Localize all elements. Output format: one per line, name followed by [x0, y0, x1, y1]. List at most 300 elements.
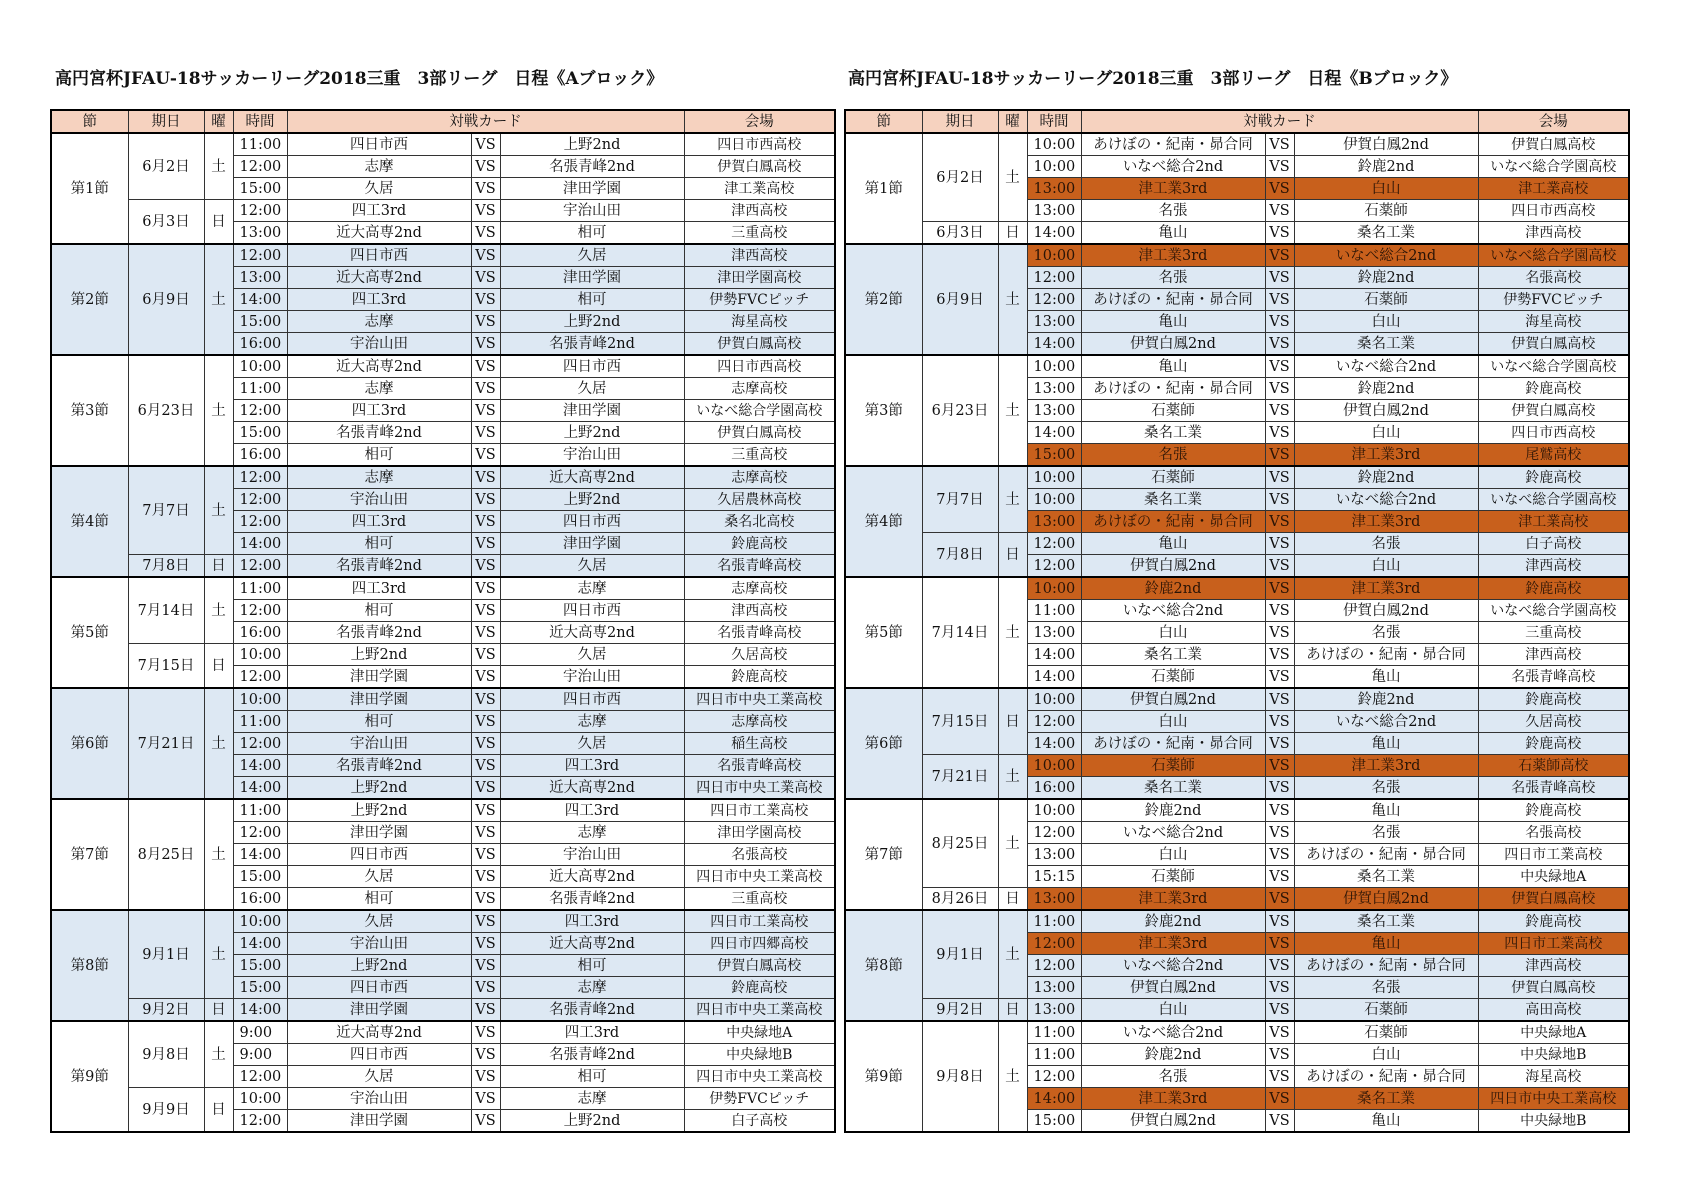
vs-cell: VS: [1265, 511, 1294, 533]
vs-cell: VS: [1265, 755, 1294, 777]
venue-cell: 名張青峰高校: [684, 755, 835, 777]
venue-cell: 海星高校: [1478, 1066, 1629, 1088]
date-cell: 6月23日: [128, 355, 204, 466]
away-team-cell: 近大高専2nd: [500, 466, 684, 489]
time-cell: 11:00: [1027, 910, 1081, 933]
vs-cell: VS: [471, 333, 500, 356]
vs-cell: VS: [471, 1088, 500, 1110]
away-team-cell: 名張青峰2nd: [500, 1044, 684, 1066]
round-group: [845, 466, 1629, 577]
home-team-cell: 名張: [1081, 444, 1265, 467]
venue-cell: 伊賀白鳳高校: [1478, 133, 1629, 156]
date-cell: 7月7日: [922, 466, 998, 533]
venue-cell: 鈴鹿高校: [1478, 378, 1629, 400]
time-cell: 10:00: [1027, 244, 1081, 267]
time-cell: 14:00: [1027, 422, 1081, 444]
time-cell: 13:00: [1027, 400, 1081, 422]
venue-cell: 名張高校: [684, 844, 835, 866]
venue-cell: 伊賀白鳳高校: [684, 955, 835, 977]
time-cell: 14:00: [233, 755, 287, 777]
round-group: [51, 355, 835, 466]
time-cell: 14:00: [233, 999, 287, 1022]
time-cell: 9:00: [233, 1021, 287, 1044]
venue-cell: 津西高校: [684, 600, 835, 622]
date-cell: 9月8日: [128, 1021, 204, 1088]
away-team-cell: 志摩: [500, 977, 684, 999]
vs-cell: VS: [1265, 466, 1294, 489]
weekday-cell: 土: [204, 133, 233, 200]
venue-cell: 津工業高校: [684, 178, 835, 200]
time-cell: 10:00: [1027, 156, 1081, 178]
vs-cell: VS: [471, 533, 500, 555]
time-cell: 15:00: [233, 178, 287, 200]
time-cell: 14:00: [233, 533, 287, 555]
away-team-cell: 宇治山田: [500, 444, 684, 467]
home-team-cell: 名張青峰2nd: [287, 555, 471, 578]
round-group: [845, 355, 1629, 466]
time-cell: 12:00: [1027, 955, 1081, 977]
time-cell: 14:00: [1027, 733, 1081, 755]
home-team-cell: 志摩: [287, 156, 471, 178]
schedule-table-block-b: [844, 109, 1630, 1133]
round-group: [51, 466, 835, 577]
venue-cell: 四日市工業高校: [1478, 844, 1629, 866]
header-weekday: 曜: [998, 110, 1027, 133]
date-cell: 6月3日: [128, 200, 204, 245]
away-team-cell: 上野2nd: [500, 1110, 684, 1133]
time-cell: 16:00: [1027, 777, 1081, 800]
away-team-cell: 名張青峰2nd: [500, 888, 684, 911]
vs-cell: VS: [471, 489, 500, 511]
vs-cell: VS: [1265, 933, 1294, 955]
venue-cell: 三重高校: [684, 444, 835, 467]
date-cell: 7月15日: [128, 644, 204, 689]
vs-cell: VS: [471, 466, 500, 489]
vs-cell: VS: [1265, 533, 1294, 555]
venue-cell: 鈴鹿高校: [1478, 733, 1629, 755]
venue-cell: 鈴鹿高校: [1478, 688, 1629, 711]
vs-cell: VS: [471, 866, 500, 888]
home-team-cell: あけぼの・紀南・昴合同: [1081, 133, 1265, 156]
vs-cell: VS: [471, 688, 500, 711]
home-team-cell: 四工3rd: [287, 200, 471, 222]
venue-cell: 津工業高校: [1478, 178, 1629, 200]
away-team-cell: 鈴鹿2nd: [1294, 156, 1478, 178]
time-cell: 12:00: [233, 1110, 287, 1133]
away-team-cell: 亀山: [1294, 666, 1478, 689]
vs-cell: VS: [1265, 577, 1294, 600]
time-cell: 10:00: [233, 1088, 287, 1110]
venue-cell: 伊勢FVCピッチ: [684, 1088, 835, 1110]
venue-cell: 海星高校: [1478, 311, 1629, 333]
vs-cell: VS: [471, 799, 500, 822]
venue-cell: 伊賀白鳳高校: [1478, 977, 1629, 999]
home-team-cell: 四工3rd: [287, 511, 471, 533]
home-team-cell: 相可: [287, 711, 471, 733]
vs-cell: VS: [1265, 1021, 1294, 1044]
home-team-cell: 桑名工業: [1081, 422, 1265, 444]
time-cell: 13:00: [1027, 888, 1081, 911]
home-team-cell: 名張青峰2nd: [287, 755, 471, 777]
home-team-cell: 津田学園: [287, 999, 471, 1022]
away-team-cell: 鈴鹿2nd: [1294, 466, 1478, 489]
time-cell: 12:00: [1027, 533, 1081, 555]
round-group: [51, 910, 835, 1021]
time-cell: 11:00: [233, 711, 287, 733]
venue-cell: 中央緑地B: [684, 1044, 835, 1066]
away-team-cell: 上野2nd: [500, 422, 684, 444]
away-team-cell: 桑名工業: [1294, 222, 1478, 245]
home-team-cell: 名張青峰2nd: [287, 622, 471, 644]
time-cell: 11:00: [1027, 1044, 1081, 1066]
home-team-cell: 伊賀白鳳2nd: [1081, 688, 1265, 711]
away-team-cell: 桑名工業: [1294, 910, 1478, 933]
home-team-cell: 相可: [287, 888, 471, 911]
home-team-cell: 白山: [1081, 844, 1265, 866]
home-team-cell: 石薬師: [1081, 755, 1265, 777]
vs-cell: VS: [471, 844, 500, 866]
vs-cell: VS: [471, 555, 500, 578]
weekday-cell: 日: [204, 644, 233, 689]
home-team-cell: あけぼの・紀南・昴合同: [1081, 511, 1265, 533]
round-group: [51, 688, 835, 799]
time-cell: 14:00: [233, 777, 287, 800]
header-date: 期日: [922, 110, 998, 133]
venue-cell: いなべ総合学園高校: [684, 400, 835, 422]
away-team-cell: 伊賀白鳳2nd: [1294, 600, 1478, 622]
vs-cell: VS: [471, 200, 500, 222]
weekday-cell: 日: [204, 1088, 233, 1133]
time-cell: 14:00: [233, 933, 287, 955]
header-venue: 会場: [684, 110, 835, 133]
vs-cell: VS: [471, 577, 500, 600]
round-cell: 第8節: [845, 910, 922, 1021]
home-team-cell: 伊賀白鳳2nd: [1081, 977, 1265, 999]
vs-cell: VS: [471, 355, 500, 378]
date-cell: 7月8日: [922, 533, 998, 578]
table-row: [51, 133, 835, 156]
vs-cell: VS: [471, 977, 500, 999]
vs-cell: VS: [1265, 799, 1294, 822]
venue-cell: 伊賀白鳳高校: [684, 422, 835, 444]
home-team-cell: いなべ総合2nd: [1081, 600, 1265, 622]
venue-cell: いなべ総合学園高校: [1478, 489, 1629, 511]
vs-cell: VS: [471, 244, 500, 267]
home-team-cell: 四工3rd: [287, 289, 471, 311]
vs-cell: VS: [471, 955, 500, 977]
venue-cell: 三重高校: [684, 222, 835, 245]
date-cell: 8月26日: [922, 888, 998, 911]
home-team-cell: 津田学園: [287, 666, 471, 689]
round-cell: 第8節: [51, 910, 128, 1021]
away-team-cell: 志摩: [500, 711, 684, 733]
vs-cell: VS: [471, 156, 500, 178]
away-team-cell: いなべ総合2nd: [1294, 711, 1478, 733]
vs-cell: VS: [471, 933, 500, 955]
venue-cell: 海星高校: [684, 311, 835, 333]
venue-cell: 鈴鹿高校: [684, 533, 835, 555]
time-cell: 14:00: [1027, 222, 1081, 245]
weekday-cell: 土: [204, 355, 233, 466]
time-cell: 15:00: [233, 955, 287, 977]
round-group: [845, 910, 1629, 1021]
away-team-cell: 宇治山田: [500, 666, 684, 689]
round-cell: 第6節: [51, 688, 128, 799]
vs-cell: VS: [471, 444, 500, 467]
vs-cell: VS: [471, 1044, 500, 1066]
home-team-cell: 上野2nd: [287, 799, 471, 822]
table-row: [845, 577, 1629, 600]
weekday-cell: 土: [204, 244, 233, 355]
round-cell: 第3節: [845, 355, 922, 466]
header-time: 時間: [233, 110, 287, 133]
weekday-cell: 日: [204, 555, 233, 578]
away-team-cell: 近大高専2nd: [500, 622, 684, 644]
header-section: 節: [845, 110, 922, 133]
table-row: [51, 200, 835, 222]
venue-cell: 久居高校: [1478, 711, 1629, 733]
away-team-cell: 名張: [1294, 622, 1478, 644]
header-venue: 会場: [1478, 110, 1629, 133]
date-cell: 7月8日: [128, 555, 204, 578]
date-cell: 8月25日: [128, 799, 204, 910]
away-team-cell: 津田学園: [500, 533, 684, 555]
time-cell: 10:00: [233, 355, 287, 378]
venue-cell: 四日市中央工業高校: [684, 866, 835, 888]
time-cell: 11:00: [233, 577, 287, 600]
date-cell: 6月9日: [128, 244, 204, 355]
away-team-cell: 名張: [1294, 822, 1478, 844]
page-title-block-b: 高円宮杯JFAU-18サッカーリーグ2018三重 3部リーグ 日程《Bブロック》: [848, 69, 1458, 89]
venue-cell: 津田学園高校: [684, 822, 835, 844]
home-team-cell: 久居: [287, 866, 471, 888]
away-team-cell: 宇治山田: [500, 200, 684, 222]
round-cell: 第5節: [845, 577, 922, 688]
venue-cell: 久居農林高校: [684, 489, 835, 511]
home-team-cell: 志摩: [287, 466, 471, 489]
vs-cell: VS: [1265, 267, 1294, 289]
vs-cell: VS: [1265, 622, 1294, 644]
away-team-cell: 桑名工業: [1294, 1088, 1478, 1110]
home-team-cell: 石薬師: [1081, 666, 1265, 689]
table-row: [845, 355, 1629, 378]
round-cell: 第3節: [51, 355, 128, 466]
away-team-cell: あけぼの・紀南・昴合同: [1294, 644, 1478, 666]
away-team-cell: 志摩: [500, 1088, 684, 1110]
home-team-cell: 志摩: [287, 311, 471, 333]
table-row: [845, 910, 1629, 933]
vs-cell: VS: [471, 644, 500, 666]
away-team-cell: 津工業3rd: [1294, 577, 1478, 600]
time-cell: 11:00: [1027, 1021, 1081, 1044]
vs-cell: VS: [471, 622, 500, 644]
home-team-cell: あけぼの・紀南・昴合同: [1081, 289, 1265, 311]
round-group: [845, 133, 1629, 244]
home-team-cell: 伊賀白鳳2nd: [1081, 1110, 1265, 1133]
table-row: [845, 688, 1629, 711]
venue-cell: 四日市中央工業高校: [684, 999, 835, 1022]
date-cell: 7月21日: [128, 688, 204, 799]
round-cell: 第9節: [845, 1021, 922, 1132]
weekday-cell: 土: [998, 1021, 1027, 1132]
vs-cell: VS: [1265, 444, 1294, 467]
venue-cell: 尾鷲高校: [1478, 444, 1629, 467]
time-cell: 15:00: [233, 422, 287, 444]
home-team-cell: 津田学園: [287, 822, 471, 844]
time-cell: 12:00: [233, 733, 287, 755]
venue-cell: 名張高校: [1478, 822, 1629, 844]
away-team-cell: 津工業3rd: [1294, 511, 1478, 533]
away-team-cell: 伊賀白鳳2nd: [1294, 400, 1478, 422]
venue-cell: 中央緑地A: [1478, 866, 1629, 888]
time-cell: 12:00: [1027, 267, 1081, 289]
home-team-cell: あけぼの・紀南・昴合同: [1081, 378, 1265, 400]
date-cell: 9月1日: [922, 910, 998, 999]
time-cell: 14:00: [1027, 644, 1081, 666]
venue-cell: 四日市西高校: [1478, 422, 1629, 444]
vs-cell: VS: [471, 1066, 500, 1088]
home-team-cell: 宇治山田: [287, 733, 471, 755]
home-team-cell: 久居: [287, 1066, 471, 1088]
date-cell: 6月2日: [922, 133, 998, 222]
time-cell: 15:00: [233, 311, 287, 333]
vs-cell: VS: [471, 888, 500, 911]
venue-cell: 三重高校: [684, 888, 835, 911]
home-team-cell: いなべ総合2nd: [1081, 955, 1265, 977]
away-team-cell: 白山: [1294, 422, 1478, 444]
vs-cell: VS: [1265, 333, 1294, 356]
venue-cell: 鈴鹿高校: [1478, 799, 1629, 822]
date-cell: 9月2日: [922, 999, 998, 1022]
time-cell: 13:00: [1027, 622, 1081, 644]
time-cell: 12:00: [233, 1066, 287, 1088]
away-team-cell: あけぼの・紀南・昴合同: [1294, 1066, 1478, 1088]
venue-cell: いなべ総合学園高校: [1478, 244, 1629, 267]
home-team-cell: 相可: [287, 533, 471, 555]
away-team-cell: 津田学園: [500, 400, 684, 422]
home-team-cell: 石薬師: [1081, 466, 1265, 489]
home-team-cell: 鈴鹿2nd: [1081, 910, 1265, 933]
away-team-cell: 四工3rd: [500, 755, 684, 777]
date-cell: 6月3日: [922, 222, 998, 245]
time-cell: 12:00: [233, 822, 287, 844]
away-team-cell: 白山: [1294, 555, 1478, 578]
away-team-cell: 桑名工業: [1294, 333, 1478, 356]
home-team-cell: 桑名工業: [1081, 489, 1265, 511]
home-team-cell: いなべ総合2nd: [1081, 822, 1265, 844]
time-cell: 14:00: [233, 289, 287, 311]
vs-cell: VS: [471, 511, 500, 533]
weekday-cell: 日: [998, 688, 1027, 755]
table-row: [845, 1021, 1629, 1044]
vs-cell: VS: [1265, 378, 1294, 400]
header-section: 節: [51, 110, 128, 133]
weekday-cell: 土: [998, 355, 1027, 466]
away-team-cell: 宇治山田: [500, 844, 684, 866]
time-cell: 12:00: [233, 666, 287, 689]
vs-cell: VS: [1265, 422, 1294, 444]
away-team-cell: 久居: [500, 733, 684, 755]
vs-cell: VS: [1265, 222, 1294, 245]
venue-cell: 中央緑地A: [684, 1021, 835, 1044]
home-team-cell: 名張: [1081, 200, 1265, 222]
table-row: [845, 755, 1629, 777]
vs-cell: VS: [1265, 844, 1294, 866]
home-team-cell: 名張青峰2nd: [287, 422, 471, 444]
vs-cell: VS: [471, 999, 500, 1022]
time-cell: 10:00: [1027, 355, 1081, 378]
weekday-cell: 日: [204, 999, 233, 1022]
venue-cell: いなべ総合学園高校: [1478, 156, 1629, 178]
away-team-cell: 四工3rd: [500, 1021, 684, 1044]
venue-cell: 名張青峰高校: [1478, 777, 1629, 800]
vs-cell: VS: [471, 777, 500, 800]
time-cell: 13:00: [1027, 200, 1081, 222]
away-team-cell: 志摩: [500, 822, 684, 844]
table-row: [51, 688, 835, 711]
home-team-cell: 石薬師: [1081, 866, 1265, 888]
weekday-cell: 日: [204, 200, 233, 245]
vs-cell: VS: [1265, 311, 1294, 333]
time-cell: 15:00: [233, 977, 287, 999]
time-cell: 11:00: [233, 133, 287, 156]
header-row: [845, 110, 1629, 133]
away-team-cell: あけぼの・紀南・昴合同: [1294, 844, 1478, 866]
home-team-cell: 白山: [1081, 711, 1265, 733]
home-team-cell: 四工3rd: [287, 577, 471, 600]
vs-cell: VS: [471, 311, 500, 333]
venue-cell: いなべ総合学園高校: [1478, 355, 1629, 378]
home-team-cell: 伊賀白鳳2nd: [1081, 555, 1265, 578]
round-group: [51, 244, 835, 355]
table-row: [51, 1021, 835, 1044]
vs-cell: VS: [471, 1021, 500, 1044]
date-cell: 9月8日: [922, 1021, 998, 1132]
away-team-cell: 亀山: [1294, 733, 1478, 755]
date-cell: 6月9日: [922, 244, 998, 355]
header-weekday: 曜: [204, 110, 233, 133]
home-team-cell: 桑名工業: [1081, 777, 1265, 800]
away-team-cell: 鈴鹿2nd: [1294, 378, 1478, 400]
time-cell: 10:00: [233, 644, 287, 666]
table-row: [51, 644, 835, 666]
away-team-cell: 上野2nd: [500, 133, 684, 156]
vs-cell: VS: [471, 400, 500, 422]
time-cell: 10:00: [1027, 466, 1081, 489]
away-team-cell: 名張青峰2nd: [500, 156, 684, 178]
away-team-cell: 白山: [1294, 1044, 1478, 1066]
header-time: 時間: [1027, 110, 1081, 133]
home-team-cell: 上野2nd: [287, 777, 471, 800]
home-team-cell: 名張: [1081, 267, 1265, 289]
vs-cell: VS: [471, 755, 500, 777]
venue-cell: 津西高校: [1478, 222, 1629, 245]
time-cell: 13:00: [233, 222, 287, 245]
time-cell: 13:00: [1027, 999, 1081, 1022]
header-matchup: 対戦カード: [287, 110, 684, 133]
date-cell: 7月14日: [922, 577, 998, 688]
venue-cell: 鈴鹿高校: [1478, 910, 1629, 933]
time-cell: 16:00: [233, 444, 287, 467]
weekday-cell: 土: [204, 577, 233, 644]
venue-cell: 鈴鹿高校: [1478, 466, 1629, 489]
away-team-cell: いなべ総合2nd: [1294, 489, 1478, 511]
away-team-cell: 四日市西: [500, 511, 684, 533]
away-team-cell: 白山: [1294, 311, 1478, 333]
time-cell: 15:00: [1027, 1110, 1081, 1133]
time-cell: 10:00: [1027, 133, 1081, 156]
round-group: [51, 577, 835, 688]
